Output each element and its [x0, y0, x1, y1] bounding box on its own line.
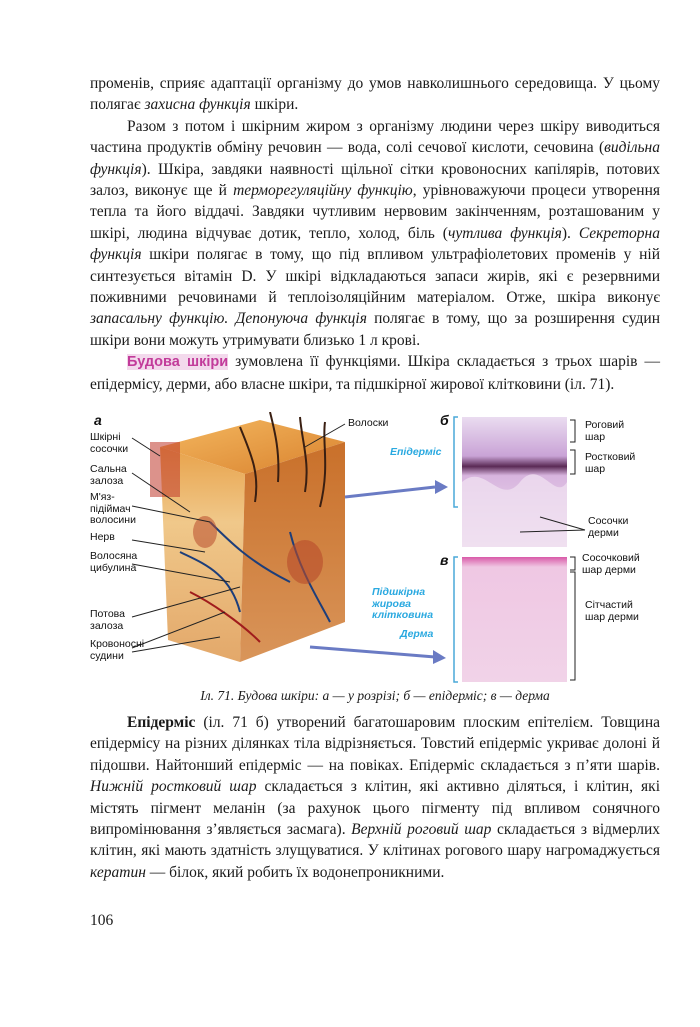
- term-italic: чутлива функція: [447, 224, 562, 242]
- arrowhead-v: [433, 650, 446, 664]
- term-highlight: Будова шкіри: [127, 354, 229, 371]
- term-italic: захисна функція: [144, 96, 251, 114]
- label-germinal-layer: Ростковий шар: [585, 451, 636, 475]
- skin-figure: [90, 412, 660, 687]
- label-sweat-gland: Потова залоза: [90, 608, 125, 632]
- page-number: 106: [90, 912, 114, 929]
- text-span: (іл. 71 б) утворений багатошаровим плоским епітелієм. Товщина епідермісу на різних ділянках тіла відрізняється. Товстий епідерміс укриває долоні й підошви. Найтонший епідерміс — на повіках. Епідерміс складається з п’яти шарів.: [90, 714, 660, 774]
- text-span: ).: [561, 224, 571, 242]
- text-span: , урівноважуючи процеси утворення тепла та його віддачі. Завдяки чутливим нервовим закінченням, розташованим у шкірі, людина відчуває дотик, тепло, холод, біль (: [90, 182, 661, 242]
- term-bold: Епідерміс: [127, 714, 196, 731]
- text-span: шкіри полягає в тому, що під впливом ультрафіолетових променів у ній синтезується вітамін D. У шкірі відкладаються запаси жирів, які є резервними поживними речовинами й теплоізоляційним матеріалом. Отже, шкіра виконує: [90, 246, 660, 307]
- arrow-to-v: [310, 647, 435, 657]
- term-italic: запасальну функцію.: [90, 310, 229, 328]
- arrowhead-b: [435, 480, 448, 494]
- term-italic: Депонуюча функція: [235, 310, 367, 328]
- label-blood-vessels: Кровоносні судини: [90, 638, 145, 662]
- figure-letter-a: а: [94, 412, 102, 428]
- label-nerve: Нерв: [90, 531, 115, 543]
- skin-illustration: [90, 412, 660, 687]
- text-span: полягає в тому, що за розширення судин шкіри вони можуть утримувати близько 1 л крові.: [90, 310, 660, 349]
- text-top: [90, 73, 660, 395]
- term-italic: Секреторна функція: [90, 224, 660, 264]
- text-span: зумовлена її функціями. Шкіра складається з трьох шарів — епідермісу, дерми, або власне шкіри, та підшкірної жирової клітковини (іл. 71).: [90, 353, 660, 393]
- label-hair-bulb: Волосяна цибулина: [90, 550, 138, 574]
- paragraph-epidermis: [90, 712, 660, 883]
- label-dermal-papillae: Сосочки дерми: [588, 515, 629, 539]
- label-papillary-layer: Сосочковий шар дерми: [582, 552, 640, 576]
- arrow-to-b: [345, 487, 435, 497]
- figure-letter-b: б: [440, 412, 449, 428]
- term-italic: терморегуляційну функцію: [233, 182, 413, 200]
- figure-letter-v: в: [440, 552, 449, 568]
- text-span: ). Шкіра, завдяки наявності щільної сітки кровоносних капілярів, потових залоз, виконує ще й: [90, 160, 660, 200]
- text-span: променів, сприяє адаптації організму до умов навколишнього середовища. У цьому полягає: [90, 75, 660, 114]
- paragraph-protective: [90, 73, 660, 116]
- text-span: шкіри.: [254, 96, 299, 114]
- paragraph-structure: [90, 351, 660, 395]
- term-italic: видільна функція: [90, 139, 660, 178]
- term-italic: кератин: [90, 863, 146, 881]
- label-sebaceous-gland: Сальна залоза: [90, 463, 127, 487]
- term-italic: Верхній роговий шар: [351, 821, 492, 839]
- brackets-blue: [454, 417, 458, 682]
- label-papillae: Шкірні сосочки: [90, 431, 129, 455]
- figure-caption: Іл. 71. Будова шкіри: а — у розрізі; б — епідерміс; в — дерма: [200, 688, 550, 703]
- label-epidermis: Епідерміс: [390, 446, 442, 458]
- text-span: — білок, який робить їх водонепроникними.: [149, 863, 445, 881]
- label-subcutis: Підшкірна жирова клітковина: [372, 586, 434, 621]
- text-span: Разом з потом і шкірним жиром з організму людини через шкіру виводиться частина продуктів обміну речовин — вода, солі сечової кислоти, сечовина (: [90, 117, 660, 157]
- label-dermis: Дерма: [400, 628, 434, 640]
- label-hair: Волоски: [348, 417, 389, 429]
- sweat-gland-shape: [287, 540, 323, 584]
- label-reticular-layer: Сітчастий шар дерми: [585, 599, 639, 623]
- term-italic: Нижній ростковий шар: [90, 778, 257, 796]
- text-bottom: [90, 712, 660, 883]
- paragraph-functions: [90, 116, 660, 351]
- text-span: складається з відмерлих клітин, які мають здатність злущуватися. У клітинах рогового шару нагромаджується: [90, 821, 661, 860]
- dermis-micrograph: [462, 557, 567, 682]
- skin-papillae: [150, 442, 180, 497]
- text-span: складається з клітин, які активно діляться, і клітин, які містять пігмент меланін (за рахунок цього пігменту під впливом сонячного випромінювання з’являється засмага).: [90, 778, 660, 839]
- label-hair-muscle: М'яз-підіймач волосини: [90, 491, 136, 526]
- label-horny-layer: Роговий шар: [585, 419, 625, 443]
